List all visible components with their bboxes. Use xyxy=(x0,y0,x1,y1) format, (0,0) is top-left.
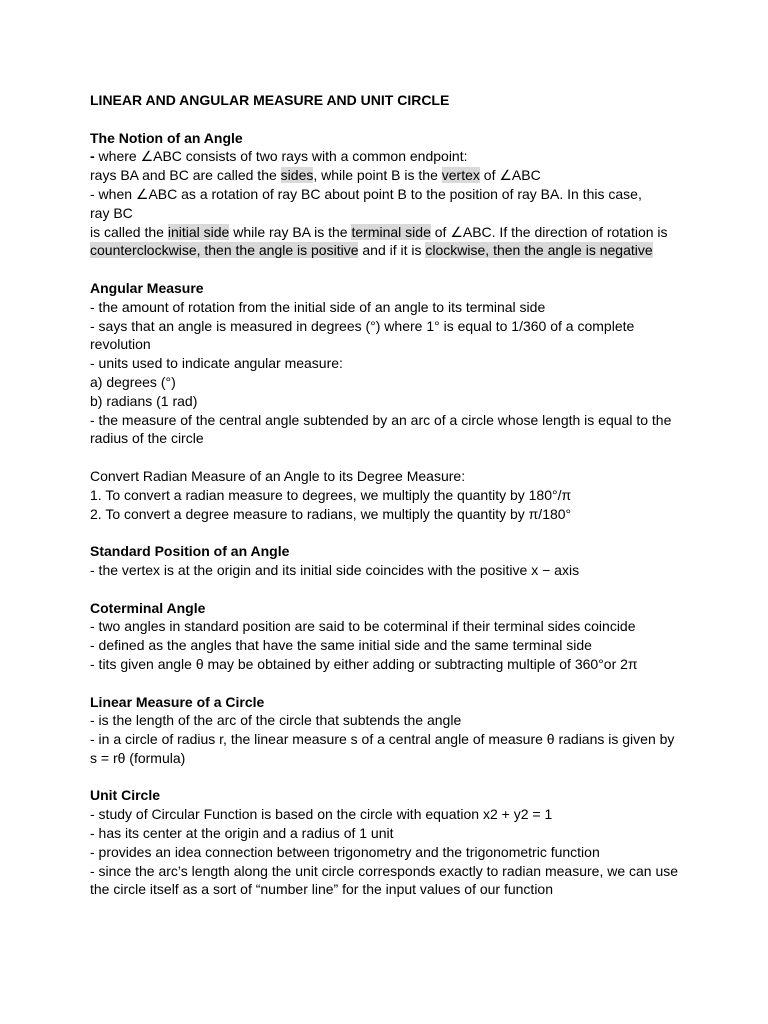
section-standard-position xyxy=(90,542,680,580)
heading-linear-measure: Linear Measure of a Circle xyxy=(90,693,265,710)
convert-line: 2. To convert a degree measure to radians, we multiply the quantity by π/180° xyxy=(90,505,572,522)
text-fragment: of ∠ABC. If the direction of rotation is xyxy=(430,223,668,240)
section-linear-measure xyxy=(90,693,680,768)
coterminal-line: - defined as the angles that have the same initial side and the same terminal side xyxy=(90,637,592,654)
section-unit-circle xyxy=(90,786,680,899)
highlight-terminal-side: terminal side xyxy=(351,223,431,240)
angle-notion-line-1 xyxy=(90,147,680,166)
unit-circle-line: - has its center at the origin and a radius of 1 unit xyxy=(90,825,394,842)
section-angular-measure xyxy=(90,279,680,448)
angular-measure-line: a) degrees (°) xyxy=(90,373,176,390)
linear-measure-line: - is the length of the arc of the circle that subtends the angle xyxy=(90,712,462,729)
coterminal-line: - two angles in standard position are said to be coterminal if their terminal sides coincide xyxy=(90,618,636,635)
convert-intro: Convert Radian Measure of an Angle to its Degree Measure: xyxy=(90,467,466,484)
heading-angular-measure: Angular Measure xyxy=(90,279,204,296)
convert-line: 1. To convert a radian measure to degrees, we multiply the quantity by 180°/π xyxy=(90,486,572,503)
angle-notion-line-4 xyxy=(90,223,680,242)
text-fragment: and if it is xyxy=(358,242,426,259)
heading-unit-circle: Unit Circle xyxy=(90,787,161,804)
text-fragment: of ∠ABC xyxy=(479,167,541,184)
angle-notion-line-2 xyxy=(90,166,680,185)
heading-coterminal: Coterminal Angle xyxy=(90,599,206,616)
text-fragment: , while point B is the xyxy=(313,167,442,184)
highlight-vertex: vertex xyxy=(441,167,480,184)
heading-standard-position: Standard Position of an Angle xyxy=(90,543,290,560)
text-fragment: while ray BA is the xyxy=(229,223,352,240)
section-coterminal xyxy=(90,599,680,674)
document-title: LINEAR AND ANGULAR MEASURE AND UNIT CIRCLE xyxy=(90,92,450,108)
document-page xyxy=(90,91,680,899)
unit-circle-line: - provides an idea connection between trigonometry and the trigonometric function xyxy=(90,843,600,860)
bold-dash: - xyxy=(90,148,95,165)
highlight-counterclockwise: counterclockwise, then the angle is positive xyxy=(90,242,359,259)
text-fragment: rays BA and BC are called the xyxy=(90,167,281,184)
text-fragment: is called the xyxy=(90,223,168,240)
section-convert xyxy=(90,467,680,523)
angular-measure-line: - the amount of rotation from the initial side of an angle to its terminal side xyxy=(90,298,546,315)
angular-measure-line: b) radians (1 rad) xyxy=(90,392,198,409)
linear-measure-line: - in a circle of radius r, the linear measure s of a central angle of measure θ radians is given by s = rθ (formula) xyxy=(90,731,675,766)
angle-notion-line-1-text: where ∠ABC consists of two rays with a common endpoint: xyxy=(94,148,468,165)
heading-angle-notion: The Notion of an Angle xyxy=(90,129,243,146)
angular-measure-line: - says that an angle is measured in degrees (°) where 1° is equal to 1/360 of a complete revolution xyxy=(90,317,635,353)
coterminal-line: - tits given angle θ may be obtained by either adding or subtracting multiple of 360°or 2π xyxy=(90,655,638,672)
highlight-sides: sides xyxy=(280,167,314,184)
standard-position-line: - the vertex is at the origin and its initial side coincides with the positive x − axis xyxy=(90,561,580,578)
angular-measure-line: - units used to indicate angular measure: xyxy=(90,355,343,372)
angular-measure-line: - the measure of the central angle subtended by an arc of a circle whose length is equal to the radius of the circle xyxy=(90,411,672,447)
section-angle-notion xyxy=(90,129,680,261)
angle-notion-line-3: - when ∠ABC as a rotation of ray BC about point B to the position of ray BA. In this case, ray BC xyxy=(90,185,642,221)
highlight-initial-side: initial side xyxy=(167,223,230,240)
angle-notion-line-5 xyxy=(90,241,680,260)
unit-circle-line: - study of Circular Function is based on the circle with equation x2 + y2 = 1 xyxy=(90,806,553,823)
unit-circle-line: - since the arc’s length along the unit circle corresponds exactly to radian measure, we can use the circle itself as a sort of “number line” for the input values of our function xyxy=(90,862,679,898)
highlight-clockwise: clockwise, then the angle is negative xyxy=(425,242,653,259)
